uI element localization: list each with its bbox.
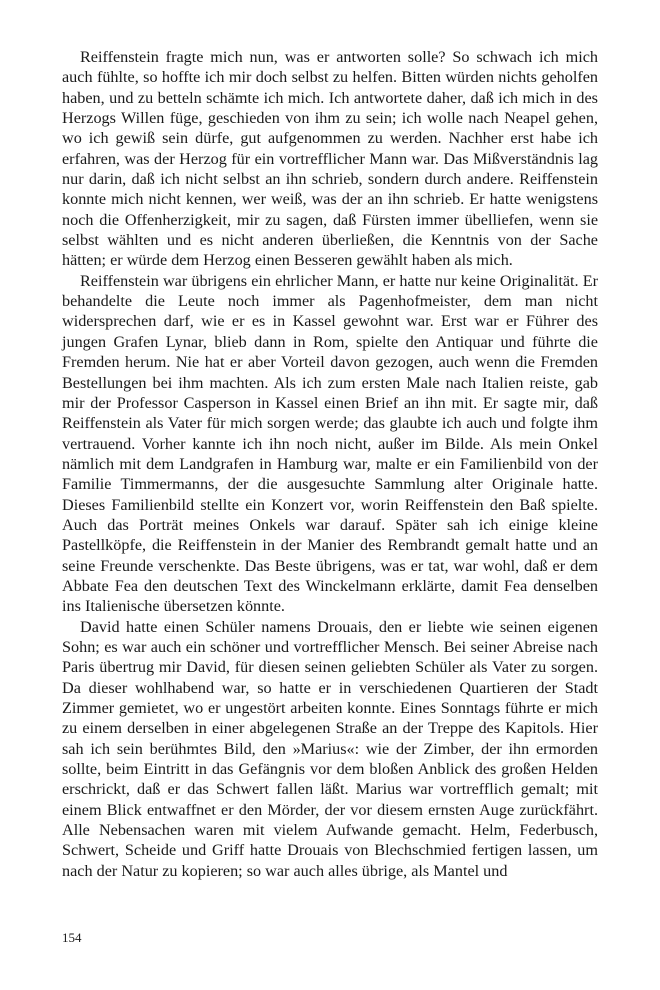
paragraph-3: David hatte einen Schüler namens Drouais, den er liebte wie seinen eigenen Sohn; es war auch ein schöner und vortrefflicher Mensch. Bei seiner Abreise nach Paris übertrug mir David, für diesen seinen geliebten Schüler als Vater zu sorgen. Da dieser wohlhabend war, so hatte er in verschiedenen Quartieren der Stadt Zimmer gemietet, wo er ungestört arbeiten konnte. Eines Sonntags führte er mich zu einem derselben in einer abgelegenen Straße an der Treppe des Kapitols. Hier sah ich sein berühmtes Bild, den »Marius«: wie der Zimber, der ihn ermorden sollte, beim Eintritt in das Gefängnis vor dem bloßen Anblick des großen Helden erschrickt, daß er das Schwert fallen läßt. Marius war vortrefflich gemalt; mit einem Blick entwaffnet er den Mörder, der vor diesem ernsten Auge zurückfährt. Alle Nebensachen waren mit vielem Aufwande gemacht. Helm, Federbusch, Schwert, Scheide und Griff hatte Drouais von Blechschmied fertigen lassen, um nach der Natur zu kopieren; so war auch alles übrige, als Mantel und <box>62 617 598 880</box>
paragraph-2: Reiffenstein war übrigens ein ehrlicher Mann, er hatte nur keine Originalität. Er behandelte die Leute noch immer als Pagenhofmeister, dem man nicht widersprechen darf, wie er es in Kassel gewohnt war. Erst war er Führer des jungen Grafen Lynar, blieb dann in Rom, spielte den Antiquar und führte die Fremden herum. Nie hat er aber Vorteil davon gezogen, auch wenn die Fremden Bestellungen bei ihm machten. Als ich zum ersten Male nach Italien reiste, gab mir der Professor Casperson in Kassel einen Brief an ihn mit. Er sagte mir, daß Reiffenstein als Vater für mich sorgen werde; das glaubte ich auch und folgte ihm vertrauend. Vorher kannte ich ihn noch nicht, außer im Bilde. Als mein Onkel nämlich mit dem Landgrafen in Hamburg war, malte er ein Familienbild von der Familie Timmermanns, der die ausgesuchte Sammlung alter Originale hatte. Dieses Familienbild stellte ein Konzert vor, worin Reiffenstein den Baß spielte. Auch das Porträt meines Onkels war darauf. Später sah ich einige kleine Pastellköpfe, die Reiffenstein in der Manier des Rembrandt gemalt hatte und an seine Freunde verschenkte. Das Beste übrigens, was er tat, war wohl, daß er dem Abbate Fea den deutschen Text des Winckelmann erklärte, damit Fea denselben ins Italienische übersetzen könnte. <box>62 271 598 616</box>
paragraph-1: Reiffenstein fragte mich nun, was er antworten solle? So schwach ich mich auch fühlte, so hoffte ich mir doch selbst zu helfen. Bitten würden nichts geholfen haben, und zu betteln schämte ich mich. Ich antwortete daher, daß ich mich in des Herzogs Willen füge, geschieden von ihm zu sein; ich wolle nach Neapel gehen, wo ich gewiß sein dürfe, gut aufgenommen zu werden. Nachher erst habe ich erfahren, was der Herzog für ein vortrefflicher Mann war. Das Mißverständnis lag nur darin, daß ich nicht selbst an ihn schrieb, sondern durch andere. Reiffenstein konnte mich nicht kennen, wer weiß, was der an ihn schrieb. Er hatte wenigstens noch die Offenherzigkeit, mir zu sagen, daß Fürsten immer übelliefen, wenn sie selbst wählten und es nicht anderen überließen, die Kenntnis von der Sache hätten; er würde dem Herzog einen Besseren gewählt haben als mich. <box>62 48 598 270</box>
page-number: 154 <box>62 930 82 945</box>
page-body <box>62 47 598 881</box>
